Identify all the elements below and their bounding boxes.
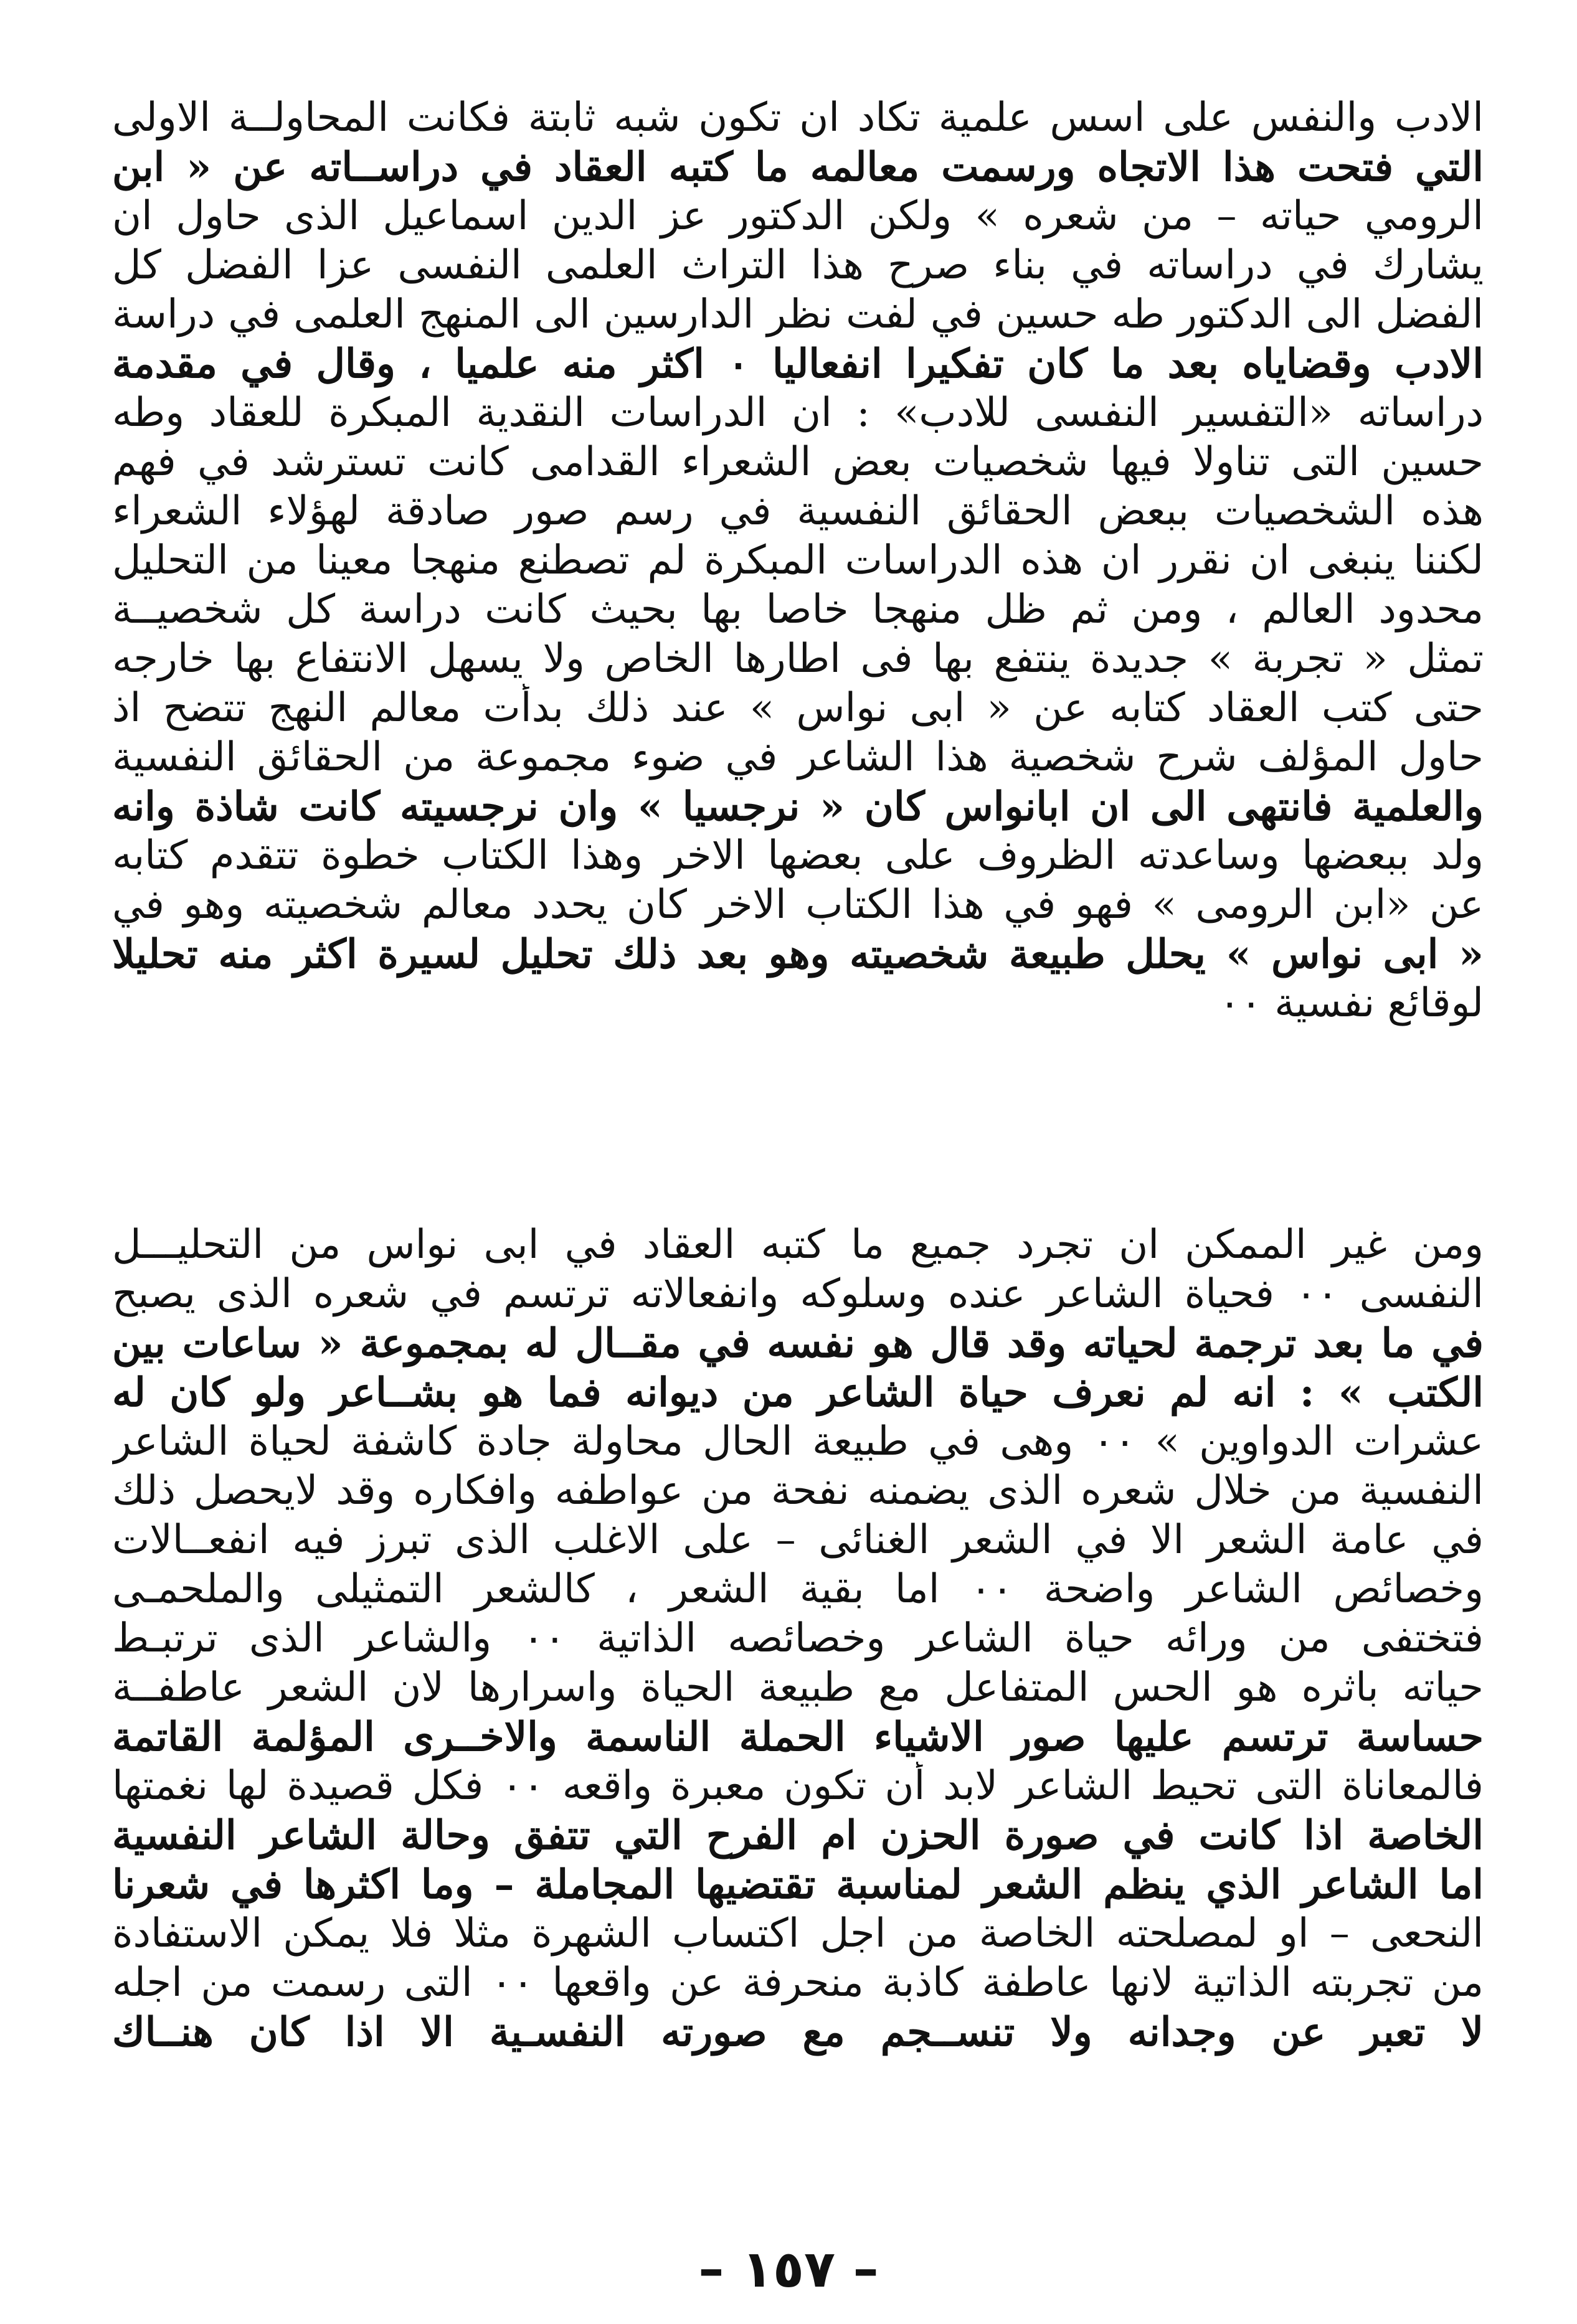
text-line: لكننا ينبغى ان نقرر ان هذه الدراسات المبكرة لم تصطنع منهجا معينا من التحليل <box>112 537 1484 583</box>
text-line: حياته باثره هو الحس المتفاعل مع طبيعة الحياة واسرارها لان الشعر عاطفــة <box>112 1665 1484 1711</box>
text-line: النفسى ٠٠ فحياة الشاعر عنده وسلوكه وانفعالاته ترتسم في شعره الذى يصبح <box>112 1271 1484 1317</box>
text-line: حاول المؤلف شرح شخصية هذا الشاعر في ضوء مجموعة من الحقائق النفسية <box>112 734 1484 780</box>
text-line: فالمعاناة التى تحيط الشاعر لابد أن تكون معبرة واقعه ٠٠ فكل قصيدة لها نغمتها <box>112 1763 1484 1809</box>
paragraph-1 <box>112 93 1484 1028</box>
text-line: حتى كتب العقاد كتابه عن « ابى نواس » عند ذلك بدأت معالم النهج تتضح اذ <box>112 685 1484 731</box>
text-line: من تجربته الذاتية لانها عاطفة كاذبة منحرفة عن واقعها ٠٠ التى رسمت من اجله <box>112 1960 1484 2006</box>
text-line: في عامة الشعر الا في الشعر الغنائى – على الاغلب الذى تبرز فيه انفعــالات <box>112 1517 1484 1563</box>
text-line: الادب والنفس على اسس علمية تكاد ان تكون شبه ثابتة فكانت المحاولــة الاولى <box>112 95 1484 141</box>
text-line: محدود العالم ، ومن ثم ظل منهجا خاصا بها بحيث كانت دراسة كل شخصيــة <box>112 587 1484 633</box>
text-line: الادب وقضاياه بعد ما كان تفكيرا انفعاليا ٠ اكثر منه علميا ، وقال في مقدمة <box>112 341 1484 387</box>
text-line: الكتب » : انه لم نعرف حياة الشاعر من ديوانه فما هو بشــاعر ولو كان له <box>112 1369 1484 1416</box>
text-line: وخصائص الشاعر واضحة ٠٠ اما بقية الشعر ، كالشعر التمثيلى والملحمـى <box>112 1566 1484 1612</box>
text-line: دراساته «التفسير النفسى للادب» : ان الدراسات النقدية المبكرة للعقاد وطه <box>112 390 1484 436</box>
text-line: حساسة ترتسم عليها صور الاشياء الحملة الناسمة والاخــرى المؤلمة القاتمة <box>112 1714 1484 1760</box>
text-line: لوقائع نفسية ٠٠ <box>1219 980 1484 1026</box>
text-line: الفضل الى الدكتور طه حسين في لفت نظر الدارسين الى المنهج العلمى في دراسة <box>112 291 1484 338</box>
text-line: الرومي حياته – من شعره » ولكن الدكتور عز الدين اسماعيل الذى حاول ان <box>112 193 1484 239</box>
text-line: النفسية من خلال شعره الذى يضمنه نفحة من عواطفه وافكاره وقد لايحصل ذلك <box>112 1468 1484 1514</box>
text-line: حسين التى تناولا فيها شخصيات بعض الشعراء القدامى كانت تسترشد في فهم <box>112 439 1484 485</box>
text-line: النحعى – او لمصلحته الخاصة من اجل اكتساب الشهرة مثلا فلا يمكن الاستفادة <box>112 1911 1484 1957</box>
text-line: والعلمية فانتهى الى ان ابانواس كان « نرجسيا » وان نرجسيته كانت شاذة وانه <box>112 783 1484 830</box>
paragraph-2 <box>112 1221 1484 2057</box>
text-line: التي فتحت هذا الاتجاه ورسمت معالمه ما كتبه العقاد في دراســاته عن « ابن <box>112 144 1484 191</box>
text-line: عن «ابن الرومى » فهو في هذا الكتاب الاخر كان يحدد معالم شخصيته وهو في <box>112 882 1484 928</box>
text-line: يشارك في دراساته في بناء صرح هذا التراث العلمى النفسى عزا الفضل كل <box>112 242 1484 288</box>
text-line: « ابى نواس » يحلل طبيعة شخصيته وهو بعد ذلك تحليل لسيرة اكثر منه تحليلا <box>112 931 1484 978</box>
text-line: ولد ببعضها وساعدته الظروف على بعضها الاخر وهذا الكتاب خطوة تتقدم كتابه <box>112 833 1484 879</box>
text-line: فتختفى من ورائه حياة الشاعر وخصائصه الذاتية ٠٠ والشاعر الذى ترتبـط <box>112 1615 1484 1661</box>
text-line: عشرات الدواوين » ٠٠ وهى في طبيعة الحال محاولة جادة كاشفة لحياة الشاعر <box>112 1419 1484 1465</box>
page-number: – ١٥٧ – <box>698 2240 879 2299</box>
text-line: لا تعبر عن وجدانه ولا تنســجم مع صورته النفسـية الا اذا كان هنــاك <box>112 2009 1484 2056</box>
text-line: في ما بعد ترجمة لحياته وقد قال هو نفسه في مقــال له بمجموعة « ساعات بين <box>112 1320 1484 1367</box>
text-line: هذه الشخصيات ببعض الحقائق النفسية في رسم صور صادقة لهؤلاء الشعراء <box>112 488 1484 534</box>
text-line: ومن غير الممكن ان تجرد جميع ما كتبه العقاد في ابى نواس من التحليـــل <box>112 1222 1484 1268</box>
text-line: تمثل « تجربة » جديدة ينتفع بها فى اطارها الخاص ولا يسهل الانتفاع بها خارجه <box>112 636 1484 682</box>
text-line: الخاصة اذا كانت في صورة الحزن ام الفرح التي تتفق وحالة الشاعر النفسية <box>112 1812 1484 1859</box>
text-line: اما الشاعر الذي ينظم الشعر لمناسبة تقتضيها المجاملة – وما اكثرها في شعرنا <box>112 1861 1484 1908</box>
